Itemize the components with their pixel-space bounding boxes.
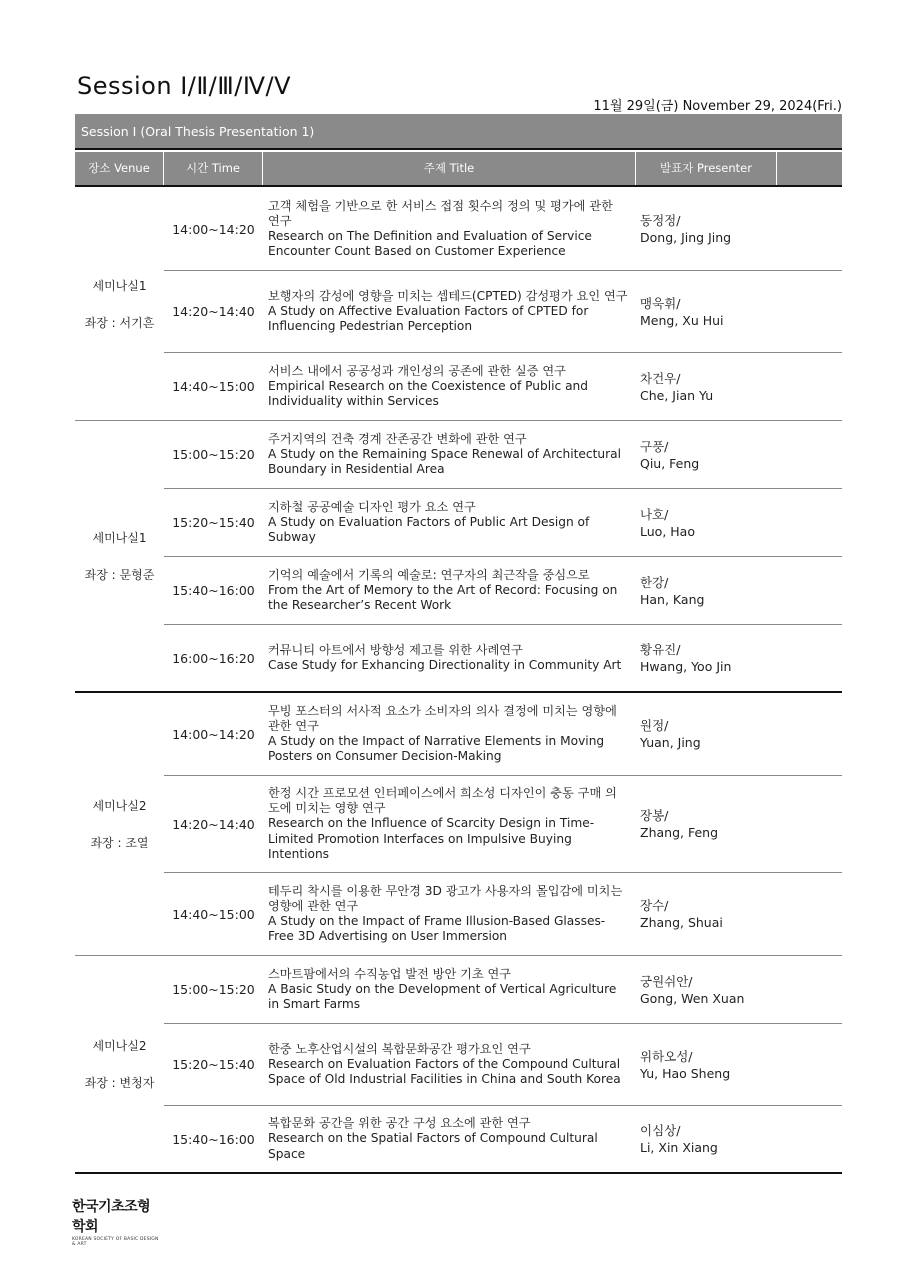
title-korean: 기억의 예술에서 기록의 예술로: 연구자의 최근작을 중심으로 (268, 567, 590, 582)
title-english: A Study on the Impact of Frame Illusion-Based Glasses-Free 3D Advertising on User Immersion (268, 914, 606, 944)
paper-title (268, 557, 628, 624)
presenter-korean: 궁원쉬안/ (640, 973, 693, 989)
paper-title (268, 271, 628, 352)
venue-room: 세미나실2 (92, 1039, 147, 1053)
paper-title (268, 956, 628, 1023)
presenter-korean: 구풍/ (640, 438, 669, 454)
table-row (164, 956, 842, 1023)
presenter-english: Han, Kang (640, 591, 705, 607)
session-chair: 좌장 : 변청자 (84, 1076, 155, 1090)
time-slot: 14:40~15:00 (172, 379, 255, 394)
presenter-english: Luo, Hao (640, 523, 695, 539)
venue-room: 세미나실1 (92, 279, 147, 293)
society-logo (72, 1196, 162, 1247)
table-row (164, 775, 842, 872)
presenter-korean: 장수/ (640, 898, 669, 913)
time-slot: 15:00~15:20 (172, 447, 255, 462)
paper-title (268, 776, 628, 872)
title-korean: 지하철 공공예술 디자인 평가 요소 연구 (268, 499, 476, 514)
logo-english-text: KOREAN SOCIETY OF BASIC DESIGN & ART (72, 1237, 159, 1247)
presenter-korean: 차건우/ (640, 370, 681, 386)
venue-cell (75, 693, 164, 955)
paper-title (268, 873, 628, 955)
title-english: Research on The Definition and Evaluation of Service Encounter Count Based on Customer Experience (268, 229, 592, 259)
session-header-bar: Session I (Oral Thesis Presentation 1) (75, 114, 842, 150)
column-header-presenter: 발표자 Presenter (636, 152, 777, 185)
time-slot: 15:20~15:40 (172, 515, 255, 530)
table-row (164, 556, 842, 624)
presenter-english: Qiu, Feng (640, 455, 700, 471)
title-english: From the Art of Memory to the Art of Record: Focusing on the Researcher’s Recent Work (268, 582, 618, 613)
venue-group (75, 421, 842, 691)
presenter-english: Meng, Xu Hui (640, 312, 724, 328)
column-header-time: 시간 Time (164, 152, 263, 185)
presenter (640, 956, 840, 1023)
presenter (640, 489, 840, 556)
time-slot: 14:40~15:00 (172, 906, 255, 922)
paper-title (268, 353, 628, 420)
time-slot: 16:00~16:20 (172, 650, 255, 666)
presenter (640, 353, 840, 420)
presenter (640, 873, 840, 955)
venue-group (75, 956, 842, 1172)
time-slot: 15:20~15:40 (172, 1057, 255, 1072)
presenter-korean: 황유진/ (640, 642, 681, 657)
table-row (164, 624, 842, 691)
session-chair: 좌장 : 서기흔 (84, 316, 155, 330)
title-korean: 무빙 포스터의 서사적 요소가 소비자의 의사 결정에 미치는 영향에 관한 연구 (268, 703, 617, 733)
venue-cell (75, 421, 164, 691)
paper-title (268, 421, 628, 488)
column-header-blank (777, 152, 842, 185)
time-slot: 14:00~14:20 (172, 726, 255, 742)
title-korean: 한정 시간 프로모션 인터페이스에서 희소성 디자인이 충동 구매 의도에 미치는 영향 연구 (268, 785, 617, 816)
title-korean: 보행자의 감성에 영향을 미치는 셉테드(CPTED) 감성평가 요인 연구 (268, 288, 628, 303)
venue-cell (75, 956, 164, 1172)
presenter-english: Zhang, Shuai (640, 915, 723, 930)
title-english: A Basic Study on the Development of Vertical Agriculture in Smart Farms (268, 981, 617, 1012)
paper-title (268, 489, 628, 556)
title-english: A Study on Affective Evaluation Factors of CPTED for Influencing Pedestrian Perception (268, 303, 589, 334)
presenter (640, 421, 840, 488)
presenter-english: Dong, Jing Jing (640, 230, 732, 245)
title-english: A Study on Evaluation Factors of Public Art Design of Subway (268, 514, 590, 545)
session-chair: 좌장 : 문형준 (84, 568, 155, 582)
presenter-english: Hwang, Yoo Jin (640, 659, 732, 674)
time-slot: 15:00~15:20 (172, 982, 255, 997)
presenter-korean: 원정/ (640, 718, 669, 733)
paper-title (268, 1106, 628, 1172)
presenter (640, 625, 840, 691)
presenter-english: Che, Jian Yu (640, 387, 714, 403)
venue-cell (75, 188, 164, 420)
title-korean: 주거지역의 건축 경계 잔존공간 변화에 관한 연구 (268, 431, 527, 446)
title-korean: 서비스 내에서 공공성과 개인성의 공존에 관한 실증 연구 (268, 363, 566, 378)
paper-title (268, 188, 628, 270)
table-row (164, 1105, 842, 1172)
paper-title (268, 1024, 628, 1105)
title-english: A Study on the Impact of Narrative Elements in Moving Posters on Consumer Decision-Making (268, 734, 605, 764)
presenter-english: Zhang, Feng (640, 825, 719, 840)
title-english: Empirical Research on the Coexistence of Public and Individuality within Services (268, 378, 588, 409)
title-english: Case Study for Exhancing Directionality in Community Art (268, 658, 622, 672)
presenter (640, 271, 840, 352)
table-row (164, 872, 842, 955)
time-slot: 15:40~16:00 (172, 583, 255, 598)
table-row (164, 352, 842, 420)
presenter (640, 693, 840, 775)
presenter-korean: 위하오성/ (640, 1048, 693, 1064)
table-bottom-border (75, 1172, 842, 1174)
title-korean: 한중 노후산업시설의 복합문화공간 평가요인 연구 (268, 1041, 531, 1056)
time-slot: 14:00~14:20 (172, 221, 255, 237)
presenter-korean: 나호/ (640, 506, 669, 522)
page-title: Session Ⅰ/Ⅱ/Ⅲ/Ⅳ/Ⅴ (77, 72, 292, 100)
time-slot: 15:40~16:00 (172, 1131, 255, 1147)
event-date: 11월 29일(금) November 29, 2024(Fri.) (593, 99, 842, 114)
venue-group (75, 693, 842, 955)
presenter (640, 1024, 840, 1105)
presenter (640, 188, 840, 270)
table-row (164, 421, 842, 488)
presenter-korean: 맹욱휘/ (640, 295, 681, 311)
presenter-korean: 동정정/ (640, 213, 681, 228)
column-header-title: 주제 Title (263, 152, 636, 185)
paper-title (268, 693, 628, 775)
presenter-english: Li, Xin Xiang (640, 1140, 718, 1155)
title-korean: 고객 체험을 기반으로 한 서비스 접점 횟수의 정의 및 평가에 관한 연구 (268, 198, 613, 228)
venue-group (75, 188, 842, 420)
venue-room: 세미나실1 (92, 531, 147, 545)
presenter-korean: 장봉/ (640, 808, 669, 823)
presenter-english: Gong, Wen Xuan (640, 990, 745, 1006)
presenter (640, 557, 840, 624)
title-korean: 복합문화 공간을 위한 공간 구성 요소에 관한 연구 (268, 1116, 531, 1131)
title-english: A Study on the Remaining Space Renewal of Architectural Boundary in Residential Area (268, 446, 622, 477)
paper-title (268, 625, 628, 691)
session-chair: 좌장 : 조열 (90, 836, 149, 850)
presenter-korean: 이심상/ (640, 1123, 681, 1138)
table-row (164, 270, 842, 352)
title-english: Research on Evaluation Factors of the Compound Cultural Space of Old Industrial Facilities in China and South Korea (268, 1056, 621, 1087)
presenter (640, 776, 840, 872)
presenter (640, 1106, 840, 1172)
table-header (75, 152, 842, 187)
title-korean: 테두리 착시를 이용한 무안경 3D 광고가 사용자의 몰입감에 미치는 영향에 관한 연구 (268, 883, 623, 913)
presenter-english: Yu, Hao Sheng (640, 1065, 731, 1081)
table-row (164, 488, 842, 556)
title-english: Research on the Spatial Factors of Compound Cultural Space (268, 1131, 598, 1161)
table-row (164, 188, 842, 270)
time-slot: 14:20~14:40 (172, 304, 255, 319)
presenter-english: Yuan, Jing (640, 735, 701, 750)
table-row (164, 1023, 842, 1105)
title-english: Research on the Influence of Scarcity Design in Time-Limited Promotion Interfaces on Impulsive Buying Intentions (268, 816, 595, 861)
table-row (164, 693, 842, 775)
venue-room: 세미나실2 (92, 799, 147, 813)
column-header-venue: 장소 Venue (75, 152, 164, 185)
presenter-korean: 한강/ (640, 574, 669, 590)
logo-korean-text: 한국기초조형학회 (72, 1199, 151, 1235)
title-korean: 스마트팜에서의 수직농업 발전 방안 기초 연구 (268, 966, 512, 981)
title-korean: 커뮤니티 아트에서 방향성 제고를 위한 사례연구 (268, 642, 523, 657)
time-slot: 14:20~14:40 (172, 816, 255, 832)
